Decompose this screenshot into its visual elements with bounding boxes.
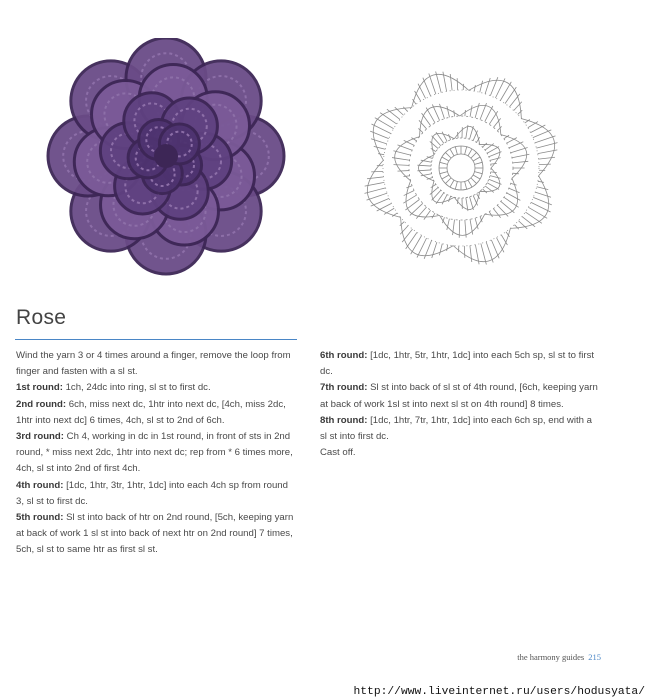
instruction-round-4: 4th round: [1dc, 1htr, 3tr, 1htr, 1dc] into each 4ch sp from round 3, sl st to first dc. <box>16 479 288 507</box>
footer-guide: the harmony guides <box>517 652 585 662</box>
instructions-left-column <box>16 348 294 559</box>
instruction-round-6: 6th round: [1dc, 1htr, 5tr, 1htr, 1dc] into each 5ch sp, sl st to first dc. <box>320 350 595 378</box>
instructions-right-column <box>320 348 598 461</box>
instruction-round-2: 2nd round: 6ch, miss next dc, 1htr into next dc, [4ch, miss 2dc, 1htr into next dc] 6 times, 4ch, sl st to 2nd of 6ch. <box>16 398 286 426</box>
crochet-chart <box>335 42 587 294</box>
page-footer <box>517 652 601 662</box>
instruction-intro: Wind the yarn 3 or 4 times around a finger, remove the loop from finger and fasten with a sl st. <box>16 350 291 378</box>
pattern-title: Rose <box>16 306 67 329</box>
instruction-round-1: 1st round: 1ch, 24dc into ring, sl st to first dc. <box>16 382 211 394</box>
source-watermark-link[interactable]: http://www.liveinternet.ru/users/hodusyata/ <box>349 684 651 700</box>
page-number: 215 <box>588 652 601 662</box>
instruction-round-3: 3rd round: Ch 4, working in dc in 1st round, in front of sts in 2nd round, * miss next 2dc, 1htr into next dc; rep from * 6 times more, 4ch, sl st into 2nd of first 4ch. <box>16 431 293 475</box>
instruction-round-5: 5th round: Sl st into back of htr on 2nd round, [5ch, keeping yarn at back of work 1 sl st into back of next htr on 2nd round] 7 times, 5ch, sl st to same htr as first sl st. <box>16 512 294 556</box>
rose-photo <box>40 38 290 278</box>
title-rule <box>15 339 297 340</box>
rose-center <box>154 144 178 168</box>
instruction-round-7: 7th round: Sl st into back of sl st of 4th round, [6ch, keeping yarn at back of work 1sl st into next sl st on 4th round] 8 times. <box>320 382 598 410</box>
instruction-cast-off: Cast off. <box>320 447 356 459</box>
instruction-round-8: 8th round: [1dc, 1htr, 7tr, 1htr, 1dc] into each 6ch sp, end with a sl st into first dc. <box>320 414 592 443</box>
